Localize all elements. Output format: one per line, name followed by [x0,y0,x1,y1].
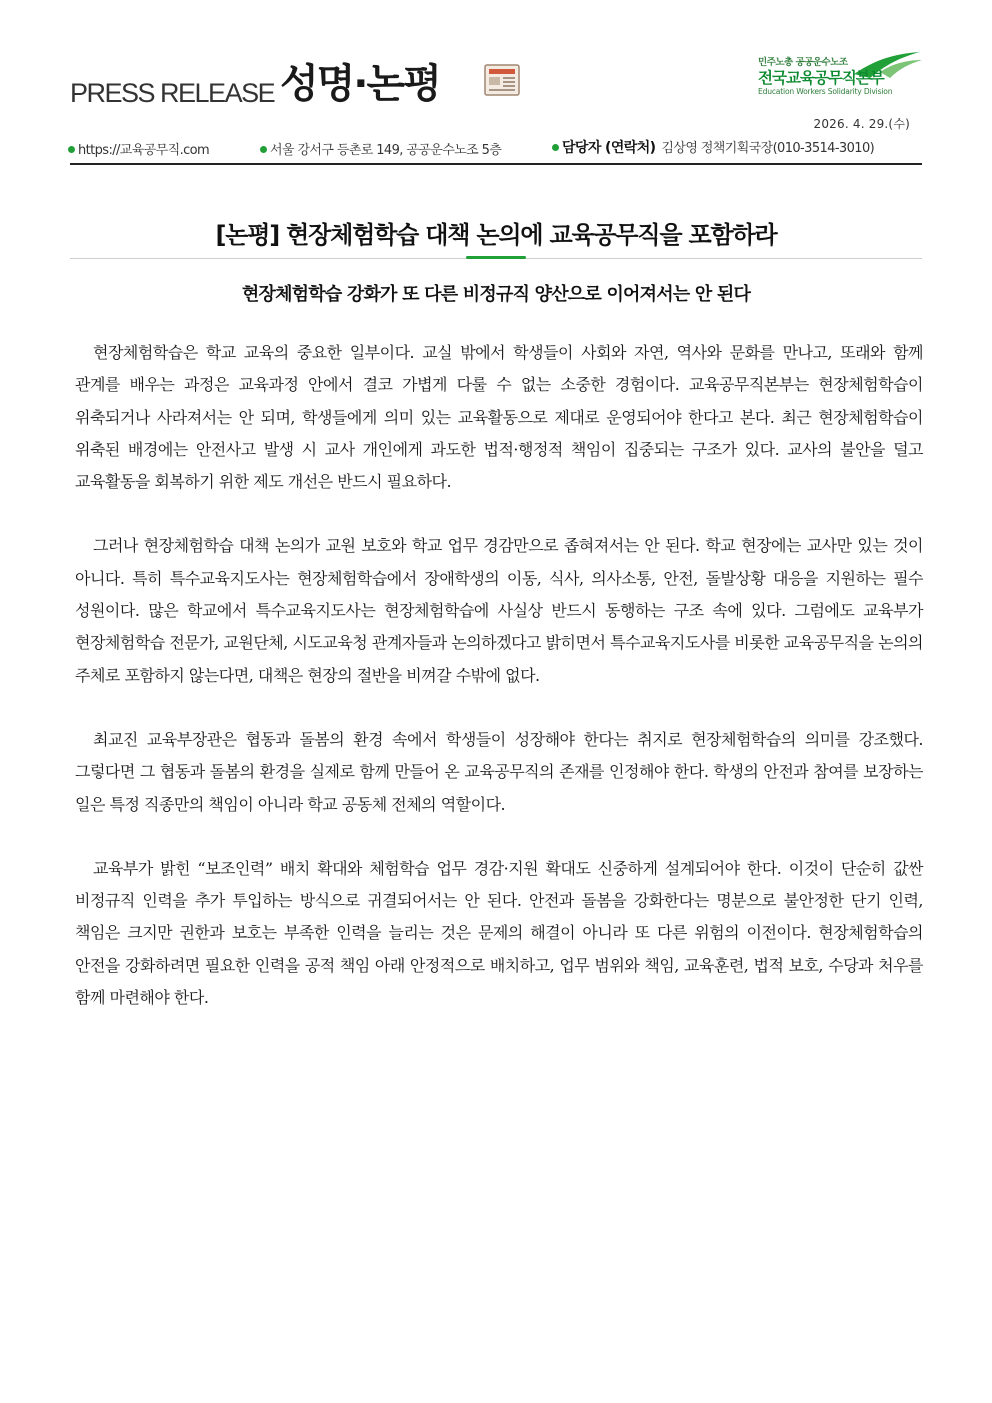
website-link[interactable]: https://교육공무직.com [78,143,210,158]
newspaper-icon [483,62,523,98]
address-text: 서울 강서구 등촌로 149, 공공운수노조 5층 [270,143,502,158]
bullet-dot-icon [68,146,75,153]
org-name: 전국교육공무직본부 [758,69,884,87]
contact-person-item [552,137,874,157]
article-subtitle: 현장체험학습 강화가 또 다른 비정규직 양산으로 이어져서는 안 된다 [241,284,751,305]
org-parent-name: 민주노총 공공운수노조 [758,57,848,68]
bullet-dot-icon [552,144,559,151]
paragraph: 교육부가 밝힌 “보조인력” 배치 확대와 체험학습 업무 경감·지원 확대도 신중하게 설계되어야 한다. 이것이 단순히 값싼 비정규직 인력을 추가 투입하는 방식으로 귀결되어서는 안 된다. 안전과 돌봄을 강화한다는 명분으로 불안정한 단기 인력, 책임은 크지만 권한과 보호는 부족한 인력을 늘리는 것은 문제의 해결이 아니라 또 다른 위험의 이전이다. 현장체험학습의 안전을 강화하려면 필요한 인력을 공적 책임 아래 안정적으로 배치하고, 업무 범위와 책임, 교육훈련, 법적 보호, 수당과 처우를 함께 마련해야 한다. [75,858,923,1008]
address-item [260,139,501,158]
contact-person: 김상영 정책기획국장(010-3514-3010) [661,141,875,156]
paragraph: 그러나 현장체험학습 대책 논의가 교원 보호와 학교 업무 경감만으로 좁혀져서는 안 된다. 학교 현장에는 교사만 있는 것이 아니다. 특히 특수교육지도사는 현장체험학습에서 장애학생의 이동, 식사, 의사소통, 안전, 돌발상황 대응을 지원하는 필수 성원이다. 많은 학교에서 특수교육지도사는 현장체험학습에 사실상 반드시 동행하는 구조 속에 있다. 그럼에도 교육부가 현장체험학습 전문가, 교원단체, 시도교육청 관계자들과 논의하겠다고 밝히면서 특수교육지도사를 비롯한 교육공무직을 논의의 주체로 포함하지 않는다면, 대책은 현장의 절반을 비껴갈 수밖에 없다. [75,536,923,685]
website-item [68,139,209,158]
title-accent-bar [466,256,526,259]
release-date: 2026. 4. 29.(수) [813,117,910,131]
article-body [75,337,923,1046]
release-type-title: 성명·논평 [280,61,440,107]
contact-row [68,139,928,159]
paragraph: 최교진 교육부장관은 협동과 돌봄의 환경 속에서 학생들이 성장해야 한다는 취지로 현장체험학습의 의미를 강조했다. 그렇다면 그 협동과 돌봄의 환경을 실제로 함께 만들어 온 교육공무직의 존재를 인정해야 한다. 학생의 안전과 참여를 보장하는 일은 특정 직종만의 책임이 아니라 학교 공동체 전체의 역할이다. [75,729,923,814]
paragraph: 현장체험학습은 학교 교육의 중요한 일부이다. 교실 밖에서 학생들이 사회와 자연, 역사와 문화를 만나고, 또래와 함께 관계를 배우는 과정은 교육과정 안에서 결코 가볍게 다룰 수 없는 소중한 경험이다. 교육공무직본부는 현장체험학습이 위축되거나 사라져서는 안 되며, 학생들에게 의미 있는 교육활동으로 제대로 운영되어야 한다고 본다. 최근 현장체험학습이 위축된 배경에는 안전사고 발생 시 교사 개인에게 과도한 법적·행정적 책임이 집중되는 구조가 있다. 교사의 불안을 덜고 교육활동을 회복하기 위한 제도 개선은 반드시 필요하다. [75,343,923,492]
contact-label: 담당자 (연락처) [562,140,656,156]
article-title: [논평] 현장체험학습 대책 논의에 교육공무직을 포함하라 [215,221,777,249]
org-english-name: Education Workers Solidarity Division [758,87,893,96]
header-divider [70,163,922,165]
bullet-dot-icon [260,146,267,153]
press-release-label: PRESS RELEASE [70,78,275,108]
org-logo [758,50,922,110]
press-header [70,57,920,120]
